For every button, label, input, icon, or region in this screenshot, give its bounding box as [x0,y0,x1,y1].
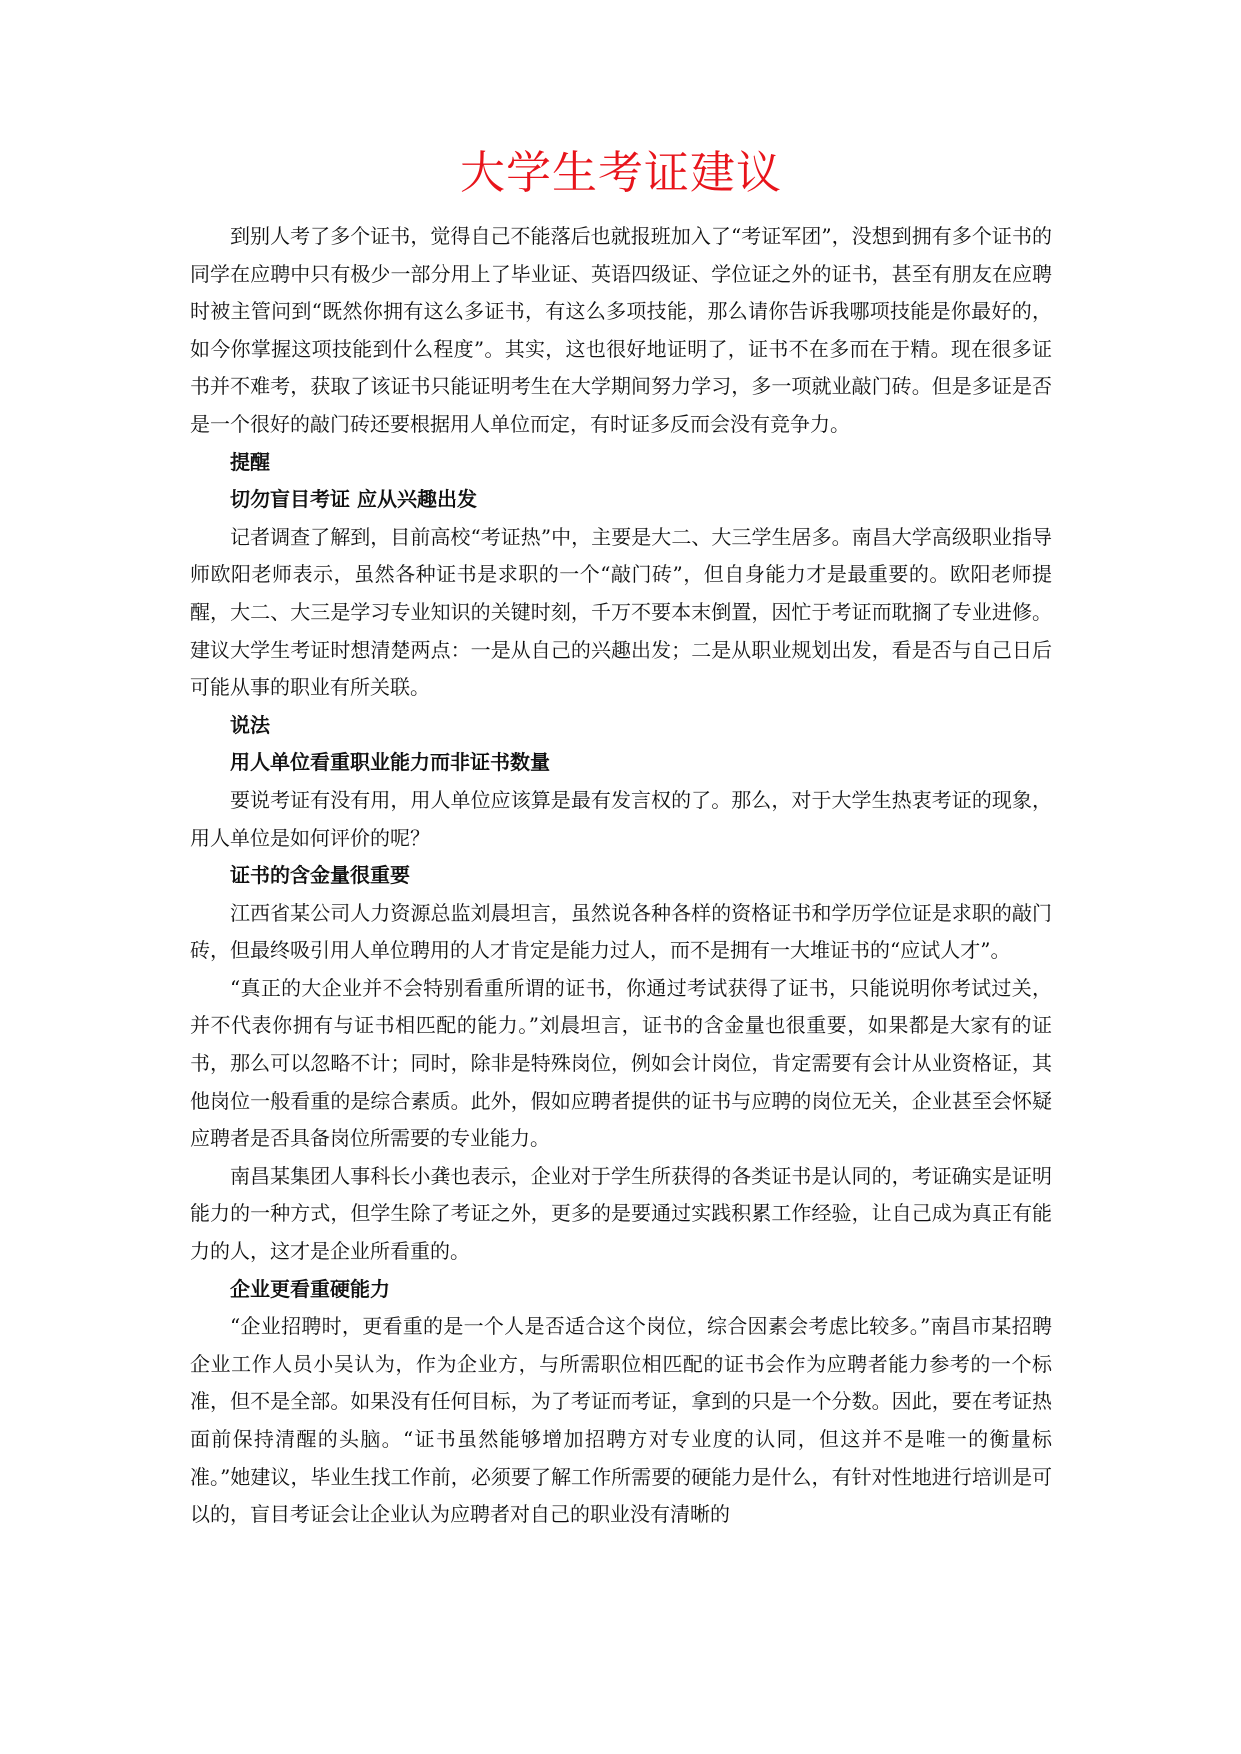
paragraph: 要说考证有没有用，用人单位应该算是最有发言权的了。那么，对于大学生热衷考证的现象，用人单位是如何评价的呢？ [190,787,1052,850]
section-heading: 说法 [230,712,270,737]
paragraph: 江西省某公司人力资源总监刘晨坦言，虽然说各种各样的资格证书和学历学位证是求职的敲门砖，但最终吸引用人单位聘用的人才肯定是能力过人，而不是拥有一大堆证书的“应试人才”。 [190,900,1052,963]
section-heading: 企业更看重硬能力 [230,1276,390,1301]
paragraph: 到别人考了多个证书，觉得自己不能落后也就报班加入了“考证军团”，没想到拥有多个证书的同学在应聘中只有极少一部分用上了毕业证、英语四级证、学位证之外的证书，甚至有朋友在应聘时被主管问到“既然你拥有这么多证书，有这么多项技能，那么请你告诉我哪项技能是你最好的，如今你掌握这项技能到什么程度”。其实，这也很好地证明了，证书不在多而在于精。现在很多证书并不难考，获取了该证书只能证明考生在大学期间努力学习，多一项就业敲门砖。但是多证是否是一个很好的敲门砖还要根据用人单位而定，有时证多反而会没有竞争力。 [190,224,1052,436]
paragraph: 南昌某集团人事科长小龚也表示，企业对于学生所获得的各类证书是认同的，考证确实是证明能力的一种方式，但学生除了考证之外，更多的是要通过实践积累工作经验，让自己成为真正有能力的人，这才是企业所看重的。 [190,1163,1052,1264]
paragraph: 记者调查了解到，目前高校“考证热”中，主要是大二、大三学生居多。南昌大学高级职业指导师欧阳老师表示，虽然各种证书是求职的一个“敲门砖”，但自身能力才是最重要的。欧阳老师提醒，大二、大三是学习专业知识的关键时刻，千万不要本末倒置，因忙于考证而耽搁了专业进修。建议大学生考证时想清楚两点：一是从自己的兴趣出发；二是从职业规划出发，看是否与自己日后可能从事的职业有所关联。 [190,524,1052,700]
document-body [190,218,1052,1534]
section-heading: 提醒 [230,449,270,474]
paragraph: “企业招聘时，更看重的是一个人是否适合这个岗位，综合因素会考虑比较多。”南昌市某招聘企业工作人员小吴认为，作为企业方，与所需职位相匹配的证书会作为应聘者能力参考的一个标准，但不是全部。如果没有任何目标，为了考证而考证，拿到的只是一个分数。因此，要在考证热面前保持清醒的头脑。“证书虽然能够增加招聘方对专业度的认同，但这并不是唯一的衡量标准。”她建议，毕业生找工作前，必须要了解工作所需要的硬能力是什么，有针对性地进行培训是可以的，盲目考证会让企业认为应聘者对自己的职业没有清晰的 [190,1314,1052,1527]
document-page [190,140,1052,1534]
section-heading: 证书的含金量很重要 [230,863,410,888]
document-title: 大学生考证建议 [459,146,782,199]
section-heading: 切勿盲目考证 应从兴趣出发 [230,487,477,512]
section-heading: 用人单位看重职业能力而非证书数量 [230,750,550,775]
paragraph: “真正的大企业并不会特别看重所谓的证书，你通过考试获得了证书，只能说明你考试过关，并不代表你拥有与证书相匹配的能力。”刘晨坦言，证书的含金量也很重要，如果都是大家有的证书，那么可以忽略不计；同时，除非是特殊岗位，例如会计岗位，肯定需要有会计从业资格证，其他岗位一般看重的是综合素质。此外，假如应聘者提供的证书与应聘的岗位无关，企业甚至会怀疑应聘者是否具备岗位所需要的专业能力。 [190,975,1052,1151]
